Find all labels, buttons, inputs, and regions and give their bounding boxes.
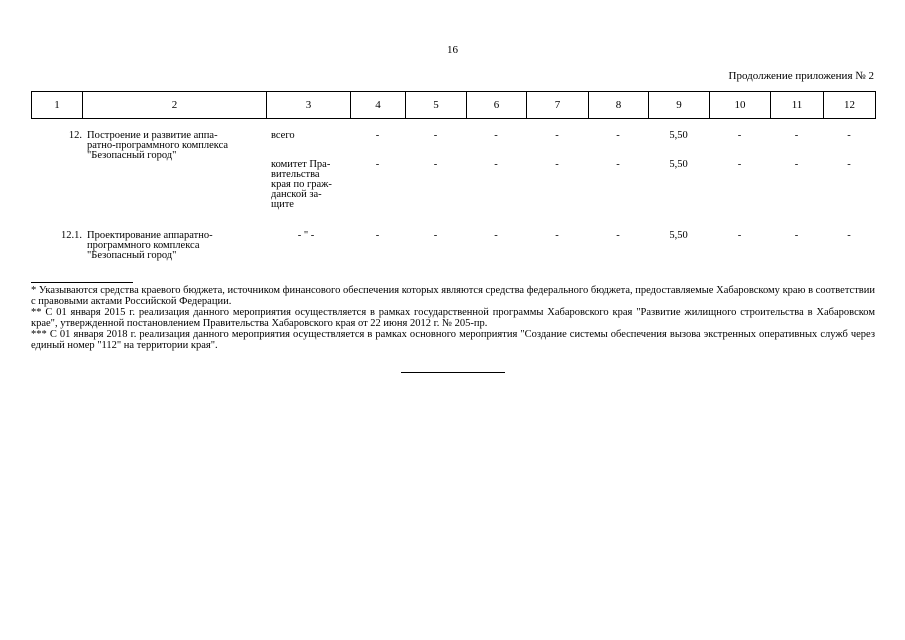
value-cell: - — [794, 159, 799, 170]
value-cell: 5,50 — [669, 230, 688, 241]
value-cell: - — [616, 230, 620, 241]
funding-source: всего — [271, 130, 295, 141]
column-header-row — [32, 92, 876, 119]
value-cell: - — [794, 230, 799, 241]
value-cell: - — [616, 130, 620, 141]
value-cell: - — [494, 230, 498, 241]
value-cell: 5,50 — [669, 159, 688, 170]
column-header: 3 — [267, 92, 351, 119]
column-header: 6 — [467, 92, 527, 119]
value-cell: - — [375, 230, 380, 241]
activity-name: Построение и развитие аппа- ратно-программного комплекса "Безопасный город" — [87, 130, 229, 161]
row-number: 12. — [68, 130, 82, 141]
footnote: *** С 01 января 2018 г. реализация данного мероприятия осуществляется в рамках основного мероприятия "Создание системы обеспечения вызова экстренных оперативных служб через единый номер "112" на территории края". — [31, 329, 875, 351]
column-header: 12 — [824, 92, 876, 119]
value-cell: - — [555, 159, 559, 170]
column-header: 8 — [589, 92, 649, 119]
value-cell: - — [737, 159, 742, 170]
activity-name: Проектирование аппаратно- программного комплекса "Безопасный город" — [87, 230, 213, 261]
column-header: 2 — [83, 92, 267, 119]
column-header: 4 — [351, 92, 406, 119]
value-cell: - — [847, 130, 851, 141]
value-cell: - — [616, 159, 620, 170]
value-cell: - — [433, 159, 438, 170]
footnote: ** С 01 января 2015 г. реализация данного мероприятия осуществляется в рамках государственной программы Хабаровского края "Развитие жилищного строительства в Хабаровском крае", утвержденной постановлением Правительства Хабаровского края от 22 июня 2012 г. № 205-пр. — [31, 307, 875, 329]
value-cell: - — [737, 230, 742, 241]
continuation-label: Продолжение приложения № 2 — [728, 70, 874, 82]
value-cell: - — [375, 159, 380, 170]
value-cell: - — [794, 130, 799, 141]
value-cell: - — [433, 230, 438, 241]
funding-source: - " - — [297, 230, 315, 241]
row-number: 12.1. — [61, 230, 82, 241]
footnote: * Указываются средства краевого бюджета, источником финансового обеспечения которых являются средства федерального бюджета, предоставляемые Хабаровскому краю в соответствии с правовыми актами Российской Федерации. — [31, 285, 875, 307]
value-cell: 5,50 — [669, 130, 688, 141]
column-header: 7 — [527, 92, 589, 119]
end-separator — [401, 372, 505, 373]
column-header: 1 — [32, 92, 83, 119]
value-cell: - — [847, 159, 851, 170]
footnote-separator — [31, 282, 133, 283]
column-header-table — [31, 91, 876, 119]
value-cell: - — [555, 230, 559, 241]
value-cell: - — [433, 130, 438, 141]
page-number: 16 — [447, 44, 458, 56]
column-header: 10 — [710, 92, 771, 119]
footnotes — [31, 285, 875, 351]
column-header: 9 — [649, 92, 710, 119]
value-cell: - — [494, 130, 498, 141]
value-cell: - — [555, 130, 559, 141]
column-header: 11 — [771, 92, 824, 119]
value-cell: - — [375, 130, 380, 141]
value-cell: - — [737, 130, 742, 141]
value-cell: - — [847, 230, 851, 241]
column-header: 5 — [406, 92, 467, 119]
value-cell: - — [494, 159, 498, 170]
funding-source: комитет Пра- вительства края по граж- данской за- щите — [271, 159, 332, 210]
